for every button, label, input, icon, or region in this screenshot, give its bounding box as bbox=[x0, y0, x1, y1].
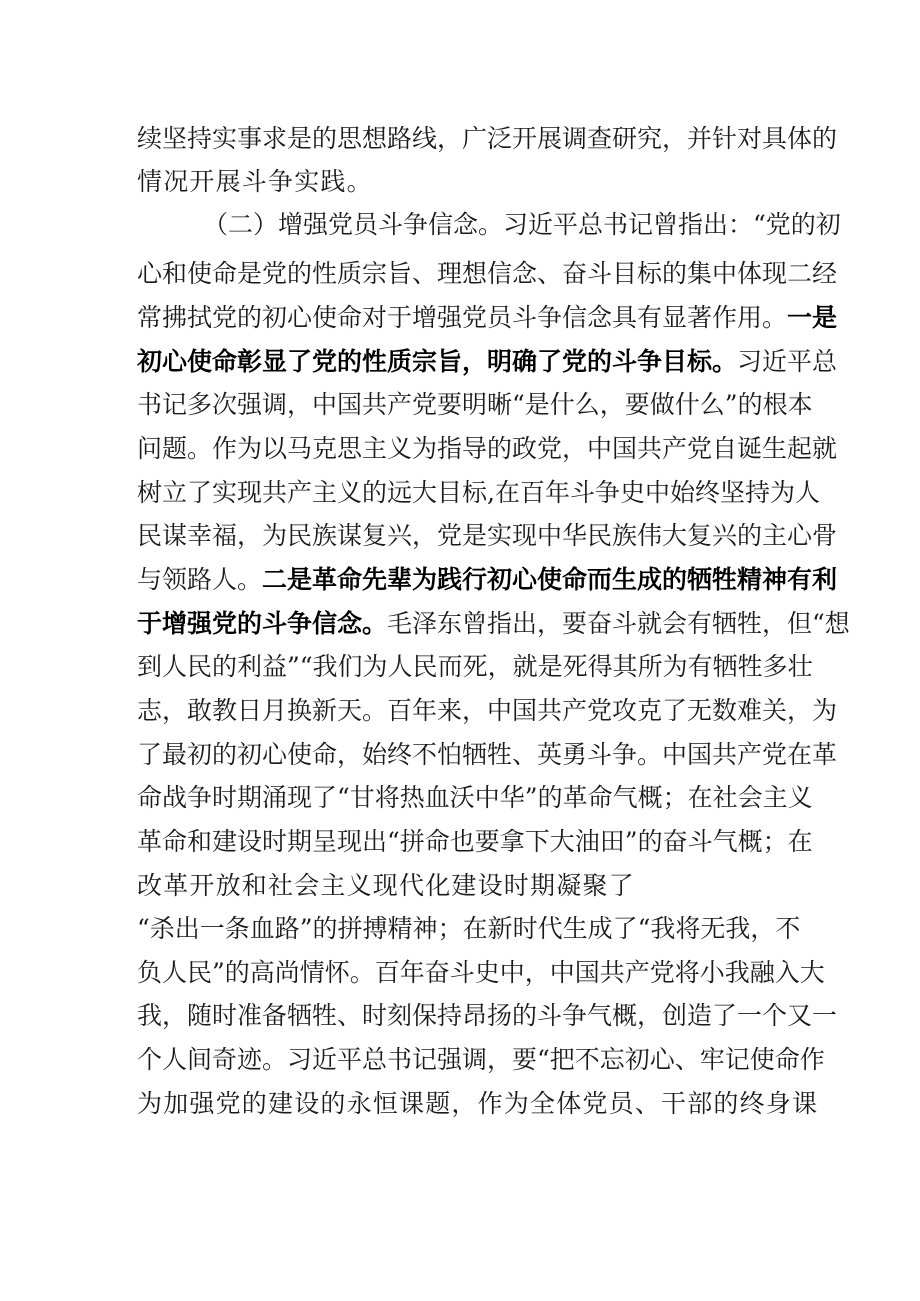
text-segment: 常拂拭党的初心使命对于增强党员斗争信念具有显著作用。 bbox=[137, 303, 788, 332]
text-segment: 情况开展斗争实践。 bbox=[137, 167, 373, 196]
text-line-20 bbox=[137, 953, 825, 993]
text-segment: 个人间奇迹。习近平总书记强调，要“把不忘初心、牢记使命作 bbox=[137, 1045, 825, 1074]
text-segment: 毛泽东曾指出，要奋斗就会有牺牲，但“想 bbox=[387, 609, 850, 638]
text-segment: 到人民的利益”“我们为人民而死，就是死得其所为有牺牲多壮 bbox=[137, 652, 813, 681]
text-line-8 bbox=[137, 429, 838, 469]
text-segment: 革命和建设时期呈现出“拼命也要拿下大油田”的奋斗气概；在 bbox=[137, 827, 813, 856]
text-segment: 志，敢教日月换新天。百年来，中国共产党攻克了无数难关，为 bbox=[137, 696, 838, 725]
text-segment: 续坚持实事求是的思想路线，广泛开展调查研究，并针对具体的 bbox=[137, 124, 838, 153]
text-segment: “杀出一条血路”的拼搏精神；在新时代生成了“我将无我，不 bbox=[137, 914, 801, 943]
text-line-7 bbox=[137, 385, 813, 425]
text-segment: 民谋幸福，为民族谋复兴，党是实现中华民族伟大复兴的主心骨 bbox=[137, 521, 838, 550]
text-line-12 bbox=[137, 604, 850, 644]
text-line-10 bbox=[137, 516, 838, 556]
text-segment: 负人民”的高尚情怀。百年奋斗史中，中国共产党将小我融入大 bbox=[137, 958, 825, 987]
text-line-9 bbox=[137, 473, 820, 513]
text-segment: 问题。作为以马克思主义为指导的政党，中国共产党自诞生起就 bbox=[137, 434, 838, 463]
text-segment: 与领路人。 bbox=[137, 565, 263, 594]
text-line-16 bbox=[137, 778, 813, 818]
text-line-21 bbox=[137, 996, 838, 1036]
text-segment: 为加强党的建设的永恒课题，作为全体党员、干部的终身课 bbox=[137, 1089, 819, 1118]
bold-segment: 初心使命彰显了党的性质宗旨，明确了党的斗争目标。 bbox=[137, 347, 738, 376]
text-line-14 bbox=[137, 691, 838, 731]
text-segment: 书记多次强调，中国共产党要明晰“是什么，要做什么”的根本 bbox=[137, 390, 813, 419]
text-segment: 习近平总 bbox=[737, 347, 838, 376]
text-segment: 了最初的初心使命，始终不怕牺牲、英勇斗争。中国共产党在革 bbox=[137, 740, 838, 769]
text-segment: 改革开放和社会主义现代化建设时期凝聚了 bbox=[137, 871, 635, 900]
text-line-2 bbox=[137, 162, 373, 202]
text-line-13 bbox=[137, 647, 813, 687]
text-segment: 心和使命是党的性质宗旨、理想信念、奋斗目标的集中体现二经 bbox=[137, 259, 838, 288]
text-segment: 我，随时准备牺牲、时刻保持昂扬的斗争气概，创造了一个又一 bbox=[137, 1001, 838, 1030]
text-line-17 bbox=[137, 822, 813, 862]
text-segment: 树立了实现共产主义的远大目标,在百年斗争史中始终坚持为人 bbox=[137, 478, 820, 507]
text-line-11 bbox=[137, 560, 838, 600]
text-line-1 bbox=[137, 119, 838, 159]
text-line-22 bbox=[137, 1040, 825, 1080]
bold-segment: 于增强党的斗争信念。 bbox=[137, 609, 388, 638]
text-line-6 bbox=[137, 342, 838, 382]
text-line-23 bbox=[137, 1084, 818, 1124]
text-line-5 bbox=[137, 298, 838, 338]
bold-segment: 一是 bbox=[787, 303, 838, 332]
text-line-3-section-heading bbox=[203, 205, 841, 245]
bold-segment: 二是革命先辈为践行初心使命而生成的牺牲精神有利 bbox=[262, 565, 838, 594]
text-line-19 bbox=[137, 909, 801, 949]
text-segment: （二）增强党员斗争信念。习近平总书记曾指出：“党的初 bbox=[203, 210, 841, 239]
text-line-18 bbox=[137, 866, 635, 906]
text-segment: 命战争时期涌现了“甘将热血沃中华”的革命气概；在社会主义 bbox=[137, 783, 813, 812]
text-line-15 bbox=[137, 735, 838, 775]
text-line-4 bbox=[137, 254, 838, 294]
